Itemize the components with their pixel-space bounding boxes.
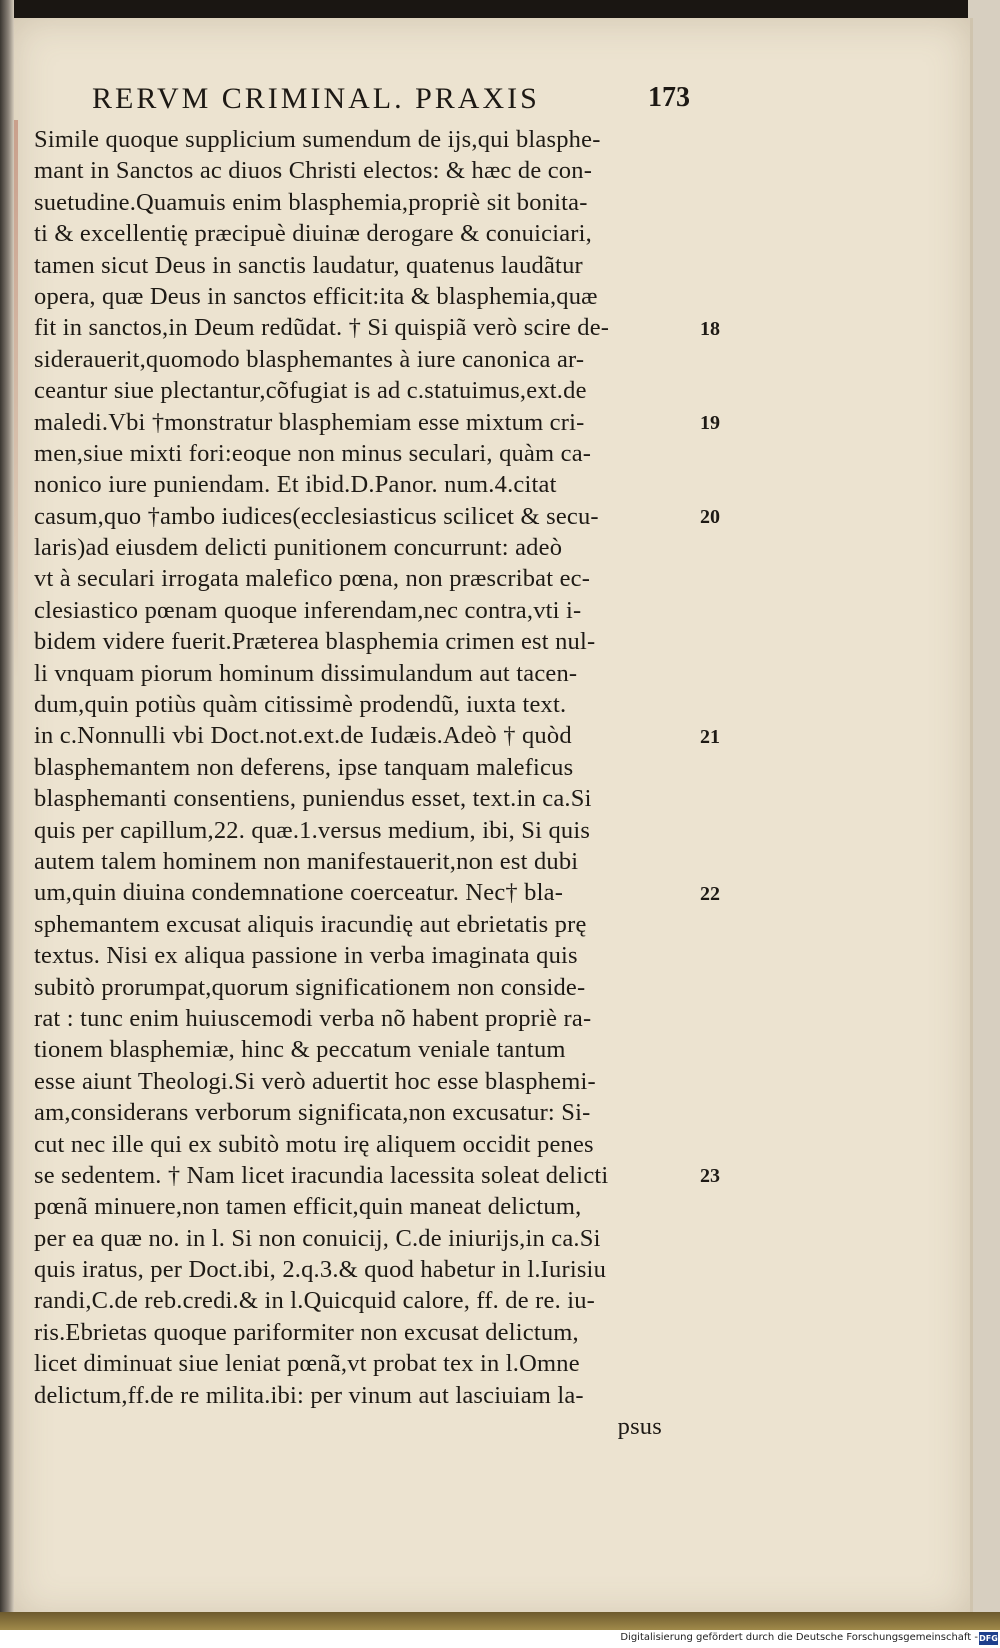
scan-bottom-edge	[0, 1612, 1000, 1630]
text-line: um,quin diuina condemnatione coerceatur. Nec† bla-	[34, 879, 564, 907]
text-line: rat : tunc enim huiuscemodi verba nõ habent propriè ra-	[34, 1004, 592, 1032]
text-line: opera, quæ Deus in sanctos efficit:ita & blasphemia,quæ	[34, 282, 598, 310]
text-line: per ea quæ no. in l. Si non conuicij, C.de iniurijs,in ca.Si	[34, 1224, 601, 1252]
text-line: maledi.Vbi †monstratur blasphemiam esse mixtum cri-	[34, 408, 585, 436]
text-line: delictum,ff.de re milita.ibi: per vinum aut lasciuiam la-	[34, 1381, 584, 1409]
text-line: subitò prorumpat,quorum significationem non conside-	[34, 973, 586, 1001]
text-line: clesiastico pœnam quoque inferendam,nec contra,vti i-	[34, 596, 582, 624]
funding-credit: Digitalisierung gefördert durch die Deutsche Forschungsgemeinschaft -	[620, 1632, 978, 1643]
text-line: men,siue mixti fori:eoque non minus seculari, quàm ca-	[34, 439, 592, 467]
body-text	[34, 124, 684, 1442]
text-line: dum,quin potiùs quàm citissimè prodendũ, iuxta text.	[34, 691, 567, 719]
text-line: vt à seculari irrogata malefico pœna, non præscribat ec-	[34, 565, 591, 593]
running-head: RERVM CRIMINAL. PRAXIS	[92, 82, 540, 115]
text-line: se sedentem. † Nam licet iracundia lacessita soleat delicti	[34, 1161, 609, 1189]
text-line: autem talem hominem non manifestauerit,non est dubi	[34, 847, 579, 875]
page-number: 173	[648, 82, 690, 113]
text-line: cut nec ille qui ex subitò motu irę aliquem occidit penes	[34, 1130, 594, 1158]
text-line: ti & excellentię præcipuè diuinæ derogare & conuiciari,	[34, 220, 592, 248]
text-line: casum,quo †ambo iudices(ecclesiasticus scilicet & secu-	[34, 502, 599, 530]
text-line: ceantur siue plectantur,cõfugiat is ad c.statuimus,ext.de	[34, 377, 587, 405]
text-line: blasphemantem non deferens, ipse tanquam maleficus	[34, 753, 574, 781]
text-line: sphemantem excusat aliquis iracundię aut ebrietatis prę	[34, 910, 587, 938]
text-line: li vnquam piorum hominum dissimulandum aut tacen-	[34, 659, 578, 687]
text-line: textus. Nisi ex aliqua passione in verba imaginata quis	[34, 942, 578, 970]
dfg-logo: DFG	[979, 1634, 998, 1643]
text-line: quis iratus, per Doct.ibi, 2.q.3.& quod habetur in l.Iurisiu	[34, 1256, 607, 1284]
text-line: pœnã minuere,non tamen efficit,quin maneat delictum,	[34, 1193, 582, 1221]
text-line: mant in Sanctos ac diuos Christi electos: & hæc de con-	[34, 157, 593, 185]
text-line: tionem blasphemiæ, hinc & peccatum veniale tantum	[34, 1036, 566, 1064]
book-spine-edge	[0, 0, 14, 1630]
text-line: Simile quoque supplicium sumendum de ijs,qui blasphe-	[34, 126, 601, 153]
text-line: suetudine.Quamuis enim blasphemia,propriè sit bonita-	[34, 188, 588, 216]
text-line: esse aiunt Theologi.Si verò aduertit hoc esse blasphemi-	[34, 1067, 596, 1095]
text-line: blasphemanti consentiens, puniendus esset, text.in ca.Si	[34, 785, 592, 813]
text-line: laris)ad eiusdem delicti punitionem concurrunt: adeò	[34, 534, 563, 562]
text-line: quis per capillum,22. quæ.1.versus medium, ibi, Si quis	[34, 816, 591, 844]
text-line: ris.Ebrietas quoque pariformiter non excusat delictum,	[34, 1318, 579, 1346]
text-line: in c.Nonnulli vbi Doct.not.ext.de Iudæis.Adeò † quòd	[34, 722, 572, 750]
text-line: am,considerans verborum significata,non excusatur: Si-	[34, 1099, 591, 1127]
text-line: randi,C.de reb.credi.& in l.Quicquid calore, ff. de re. iu-	[34, 1287, 596, 1315]
marginal-number: 19	[700, 412, 720, 434]
marginal-number: 23	[700, 1165, 720, 1187]
text-line: tamen sicut Deus in sanctis laudatur, quatenus laudãtur	[34, 251, 583, 279]
text-line: bidem videre fuerit.Præterea blasphemia crimen est nul-	[34, 628, 596, 656]
text-line: fit in sanctos,in Deum redũdat. † Si quispiã verò scire de-	[34, 314, 610, 342]
catchword: psus	[617, 1413, 662, 1441]
marginal-number: 22	[700, 883, 720, 905]
red-edge-stain	[14, 120, 18, 680]
marginal-number: 18	[700, 318, 720, 340]
marginal-number: 21	[700, 726, 720, 748]
text-line: siderauerit,quomodo blasphemantes à iure canonica ar-	[34, 345, 585, 373]
text-line: nonico iure puniendam. Et ibid.D.Panor. num.4.citat	[34, 471, 557, 499]
marginal-number: 20	[700, 506, 720, 528]
text-line: licet diminuat siue leniat pœnã,vt probat tex in l.Omne	[34, 1350, 580, 1378]
